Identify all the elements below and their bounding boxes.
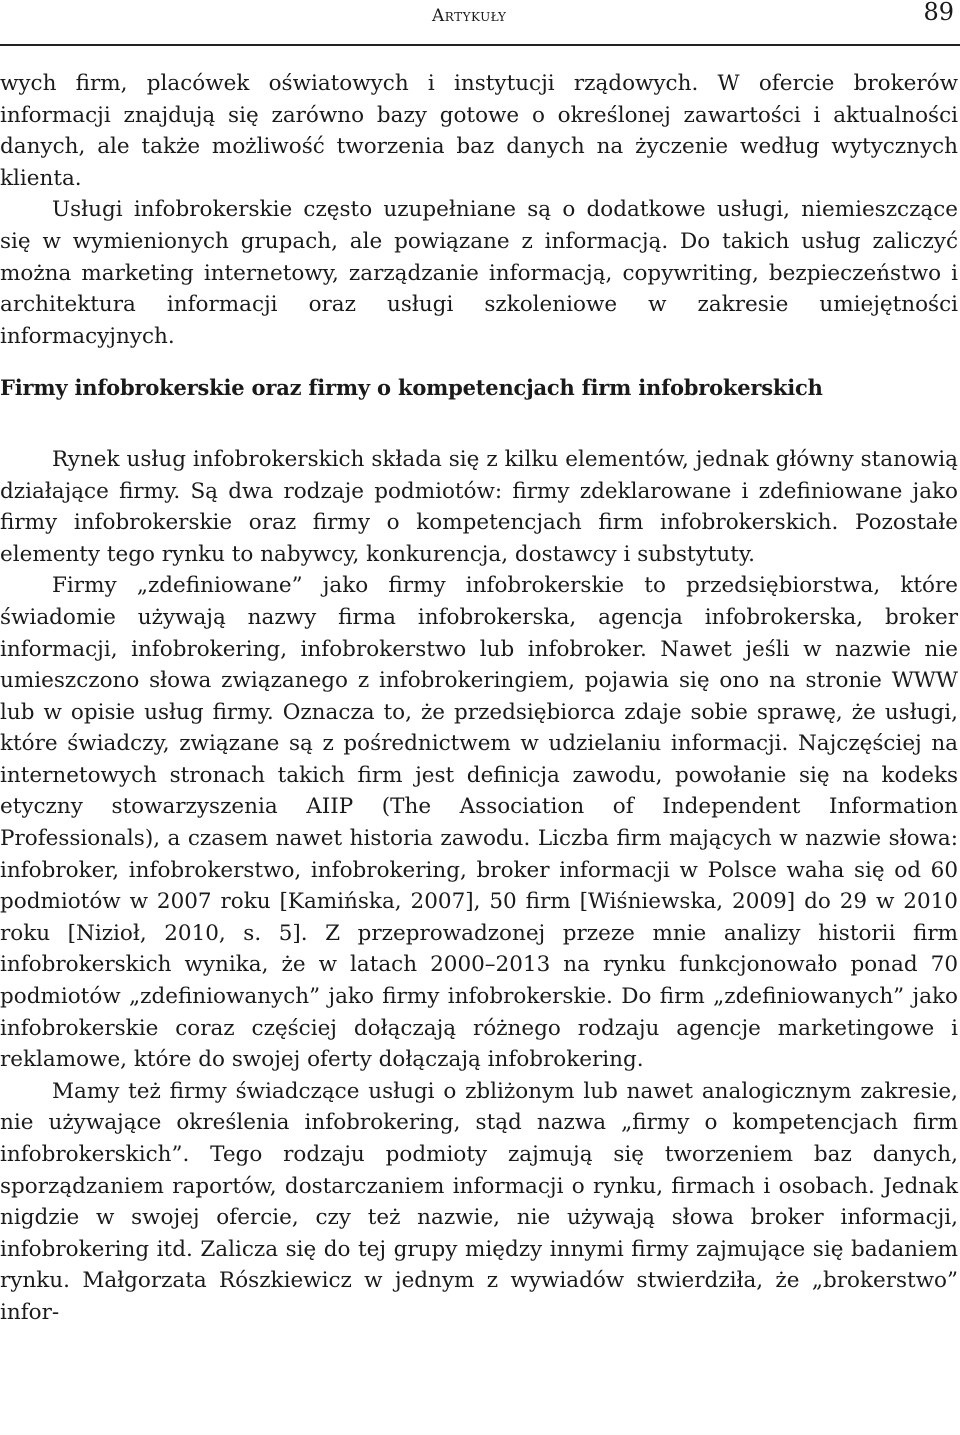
- page-number: 89: [923, 0, 954, 26]
- paragraph-4: Firmy „zdefiniowane” jako firmy infobrokerskie to przedsiębiorstwa, które świadomie używają nazwy firma infobrokerska, agencja infobrokerska, broker informacji, infobrokering, infobrokerstwo lub infobroker. Nawet jeśli w nazwie nie umieszczono słowa związanego z infobrokeringiem, pojawia się ono na stronie WWW lub w opisie usług firmy. Oznacza to, że przedsiębiorca zdaje sobie sprawę, że usługi, które świadczy, związane są z pośrednictwem w udzielaniu informacji. Najczęściej na internetowych stronach takich firm jest definicja zawodu, powołanie się na kodeks etyczny stowarzyszenia AIIP (The Association of Independent Information Professionals), a czasem nawet historia zawodu. Liczba firm mających w nazwie słowa: infobroker, infobrokerstwo, infobrokering, broker informacji w Polsce waha się od 60 podmiotów w 2007 roku [Kamińska, 2007], 50 firm [Wiśniewska, 2009] do 29 w 2010 roku [Nizioł, 2010, s. 5]. Z przeprowadzonej przeze mnie analizy historii firm infobrokerskich wynika, że w latach 2000–2013 na rynku funkcjonowało ponad 70 podmiotów „zdefiniowanych” jako firmy infobrokerskie. Do firm „zdefiniowanych” jako infobrokerskie coraz częściej dołączają różnego rodzaju agencje marketingowe i reklamowe, które do swojej oferty dołączają infobrokering.: [0, 573, 958, 1073]
- article-body: [0, 68, 958, 1329]
- section-heading: Firmy infobrokerskie oraz firmy o kompetencjach firm infobrokerskich: [0, 375, 823, 401]
- running-head: Artykuły: [432, 6, 507, 26]
- paragraph-5: Mamy też firmy świadczące usługi o zbliżonym lub nawet analogicznym zakresie, nie używające określenia infobrokering, stąd nazwa „firmy o kompetencjach firm infobrokerskich”. Tego rodzaju podmioty zajmują się tworzeniem baz danych, sporządzaniem raportów, dostarczaniem informacji o rynku, firmach i osobach. Jednak nigdzie w swojej ofercie, czy też nazwie, nie używają słowa broker informacji, infobrokering itd. Zalicza się do tej grupy między innymi firmy zajmujące się badaniem rynku. Małgorzata Rószkiewicz w jednym z wywiadów stwierdziła, że „brokerstwo” infor-: [0, 1078, 958, 1325]
- page-header: [0, 0, 960, 46]
- paragraph-2: Usługi infobrokerskie często uzupełniane są o dodatkowe usługi, niemieszczące się w wymienionych grupach, ale powiązane z informacją. Do takich usług zaliczyć można marketing internetowy, zarządzanie informacją, copywriting, bezpieczeństwo i architektura informacji oraz usługi szkoleniowe w zakresie umiejętności informacyjnych.: [0, 197, 958, 349]
- paragraph-3: Rynek usług infobrokerskich składa się z kilku elementów, jednak główny stanowią działające firmy. Są dwa rodzaje podmiotów: firmy zdeklarowane i zdefiniowane jako firmy infobrokerskie oraz firmy o kompetencjach firm infobrokerskich. Pozostałe elementy tego rynku to nabywcy, konkurencja, dostawcy i substytuty.: [0, 446, 958, 567]
- header-rule: [0, 44, 960, 46]
- paragraph-1: wych firm, placówek oświatowych i instytucji rządowych. W ofercie brokerów informacji znajdują się zarówno bazy gotowe o określonej zawartości i aktualności danych, ale także możliwość tworzenia baz danych na życzenie według wytycznych klienta.: [0, 71, 958, 191]
